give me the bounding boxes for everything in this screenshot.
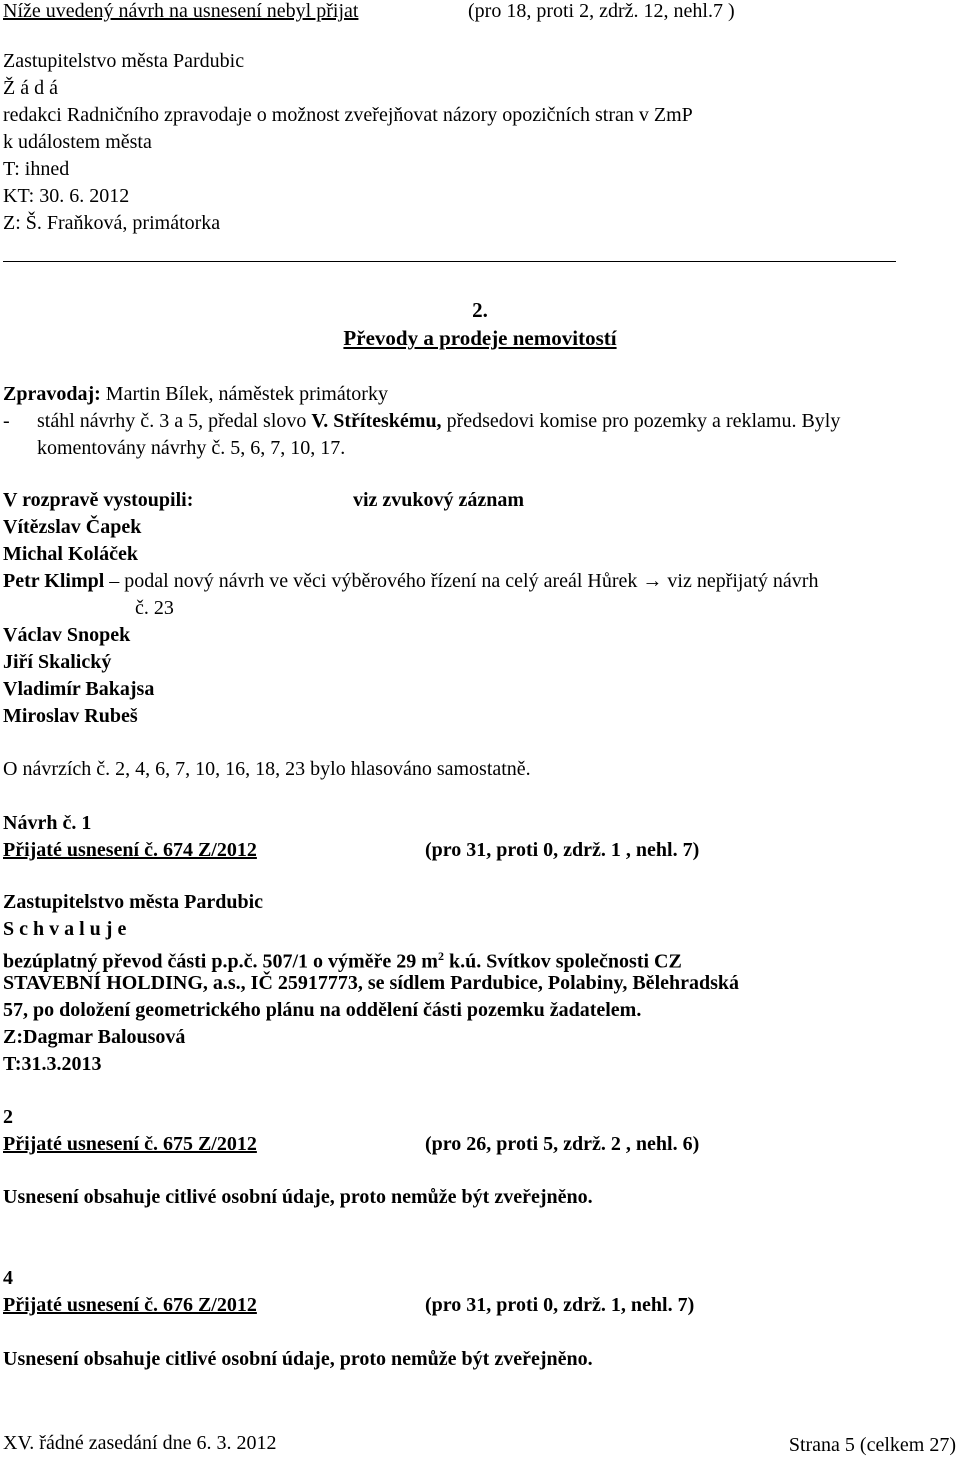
resolution-number: Přijaté usnesení č. 676 Z/2012 <box>3 1294 257 1316</box>
control-term: KT: 30. 6. 2012 <box>3 185 130 207</box>
resolution-text-line: redakci Radničního zpravodaje o možnost zveřejňovat názory opozičních stran v ZmP <box>3 104 693 126</box>
speaker: Michal Koláček <box>3 543 138 565</box>
not-adopted-heading: Níže uvedený návrh na usnesení nebyl přijat <box>3 0 359 22</box>
term: T: ihned <box>3 158 70 180</box>
speaker-note-continuation: č. 23 <box>135 597 174 619</box>
reporter-dash: - <box>3 410 10 432</box>
proposal-number: Návrh č. 1 <box>3 812 92 834</box>
speaker-with-note: Petr Klimpl – podal nový návrh ve věci výběrového řízení na celý areál Hůrek → viz nepřijatý návrh <box>3 568 818 595</box>
sensitive-data-note: Usnesení obsahuje citlivé osobní údaje, proto nemůže být zveřejněno. <box>3 1186 593 1208</box>
speaker: Miroslav Rubeš <box>3 705 138 727</box>
speaker: Vladimír Bakajsa <box>3 678 155 700</box>
responsible-person: Z: Š. Fraňková, primátorka <box>3 212 221 234</box>
reporter-line: Zpravodaj: Martin Bílek, náměstek primátorky <box>3 383 388 405</box>
resolution-number: Přijaté usnesení č. 675 Z/2012 <box>3 1133 257 1155</box>
footer-session: XV. řádné zasedání dne 6. 3. 2012 <box>3 1432 277 1454</box>
responsible-person: Z:Dagmar Balousová <box>3 1026 186 1048</box>
council-verb: Ž á d á <box>3 77 58 99</box>
section-number: 2. <box>472 298 488 322</box>
council-verb: S c h v a l u j e <box>3 918 127 940</box>
debate-label: V rozpravě vystoupili: <box>3 489 194 511</box>
proposal-number: 4 <box>3 1267 13 1289</box>
resolution-text-line: k událostem města <box>3 131 152 153</box>
council-name: Zastupitelstvo města Pardubic <box>3 891 263 913</box>
resolution-vote: (pro 31, proti 0, zdrž. 1 , nehl. 7) <box>425 839 700 861</box>
not-adopted-vote: (pro 18, proti 2, zdrž. 12, nehl.7 ) <box>468 0 735 22</box>
proposal-number: 2 <box>3 1106 13 1128</box>
resolution-text-line: 57, po doložení geometrického plánu na oddělení části pozemku žadatelem. <box>3 999 642 1021</box>
council-name: Zastupitelstvo města Pardubic <box>3 50 245 72</box>
term: T:31.3.2013 <box>3 1053 102 1075</box>
speaker: Vítězslav Čapek <box>3 516 142 538</box>
resolution-text-line: STAVEBNÍ HOLDING, a.s., IČ 25917773, se sídlem Pardubice, Polabiny, Bělehradská <box>3 972 740 994</box>
reporter-note-line: komentovány návrhy č. 5, 6, 7, 10, 17. <box>37 437 346 459</box>
separate-vote-note: O návrzích č. 2, 4, 6, 7, 10, 16, 18, 23 bylo hlasováno samostatně. <box>3 758 531 780</box>
sensitive-data-note: Usnesení obsahuje citlivé osobní údaje, proto nemůže být zveřejněno. <box>3 1348 593 1370</box>
footer-page-number: Strana 5 (celkem 27) <box>788 1434 956 1456</box>
speaker: Václav Snopek <box>3 624 131 646</box>
resolution-vote: (pro 31, proti 0, zdrž. 1, nehl. 7) <box>425 1294 695 1316</box>
divider <box>3 261 896 262</box>
reporter-note-line: stáhl návrhy č. 3 a 5, předal slovo V. Stříteskému, předsedovi komise pro pozemky a reklamu. Byly <box>37 410 841 432</box>
speaker: Jiří Skalický <box>3 651 112 673</box>
resolution-text-line: bezúplatný převod části p.p.č. 507/1 o výměře 29 $m^2$ k.ú. Svítkov společnosti CZ <box>3 949 682 973</box>
resolution-vote: (pro 26, proti 5, zdrž. 2 , nehl. 6) <box>425 1133 700 1155</box>
debate-recording: viz zvukový záznam <box>353 489 525 511</box>
section-title: Převody a prodeje nemovitostí <box>343 326 617 350</box>
resolution-number: Přijaté usnesení č. 674 Z/2012 <box>3 839 257 861</box>
arrow-icon: → <box>642 570 663 592</box>
